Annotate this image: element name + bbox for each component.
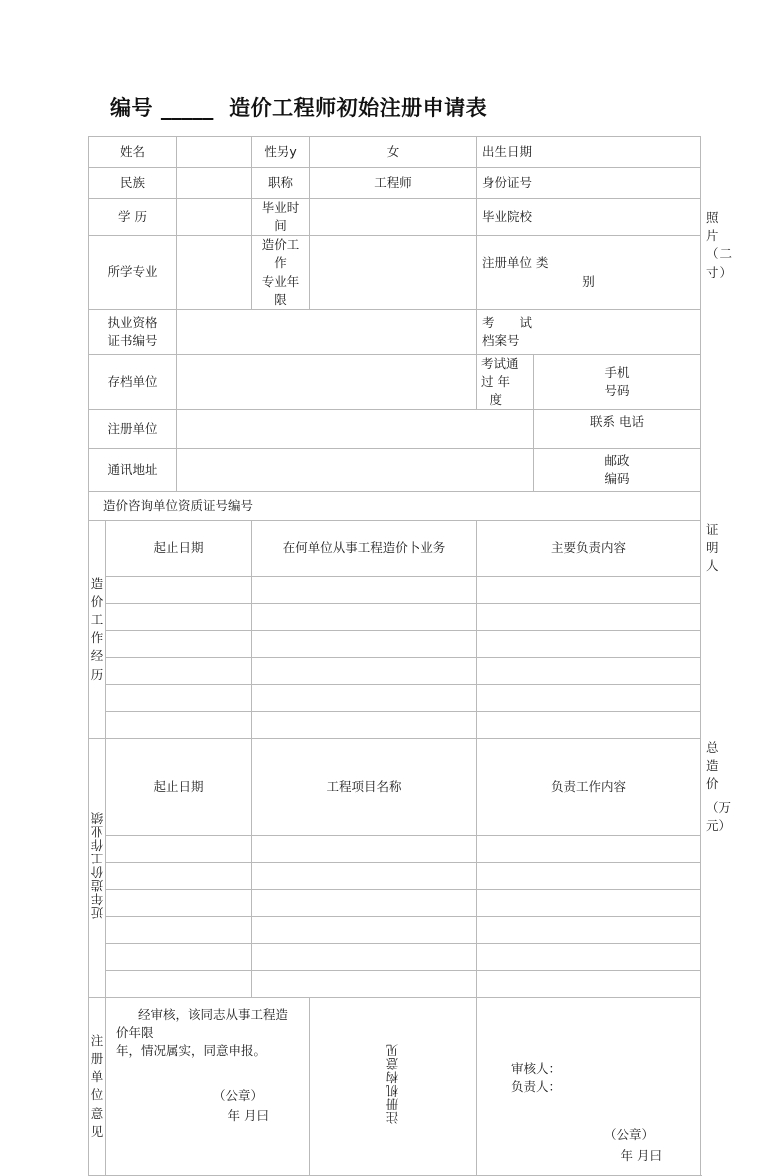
label-postcode-line1: 邮政 [604,453,630,468]
label-archive-unit: 存档单位 [89,354,177,409]
col-header-rp-dates: 起止日期 [106,738,252,836]
label-address: 通讯地址 [89,449,177,492]
field-archive-unit-value[interactable] [177,354,477,409]
col-header-we-unit-business: 在何单位从事工程造价卜业务 [252,521,477,576]
label-mobile [534,354,701,409]
label-mobile-line1: 手机 [604,364,630,380]
cell-we-2-duties[interactable] [477,630,701,657]
side-label-unit-opinion-char-0: 注 [90,1033,104,1048]
label-cert-number [89,309,177,354]
label-exam-pass-year [477,354,534,409]
table-row-major [89,236,701,310]
field-graduation-time-value[interactable] [310,199,477,236]
application-form-table [88,136,734,1176]
unit-opinion-line2: 年，情况属实，同意申报。 [116,1043,267,1059]
label-exam-file-number-line1: 考 试 [482,314,533,330]
label-cost-work-years-line2: 专业年限 [261,273,300,307]
title-number-label: 编号 [110,96,153,120]
table-row-ethnicity [89,168,701,199]
field-ethnicity-value[interactable] [177,168,252,199]
table-row-qualification-number [89,492,701,521]
side-label-work-experience-char-5: 历 [90,666,104,682]
field-major-value[interactable] [177,236,252,310]
opinions-row [89,998,701,1176]
cell-we-1-dates[interactable] [106,603,252,630]
label-school: 毕业院校 [477,199,701,236]
cell-rp-5-project[interactable] [252,971,477,998]
label-exam-pass-year-line2: 度 [489,392,503,407]
label-exam-file-number [477,309,701,354]
cell-we-1-unit[interactable] [252,603,477,630]
field-reg-unit-value[interactable] [177,410,534,449]
cell-rp-2-project[interactable] [252,890,477,917]
cell-rp-5-duties[interactable] [477,971,701,998]
side-label-work-experience-char-3: 作 [90,630,104,646]
label-id-number: 身份证号 [477,168,701,199]
cell-rp-1-duties[interactable] [477,863,701,890]
agency-opinion-seal: （公章） [604,1127,655,1143]
label-reg-unit-type-line2: 别 [582,273,595,289]
work-experience-header-row: 造 价 工 作 经 历 起止日期 在何单位从事工程造价卜业务 主要负责内容 证明人 [89,521,701,576]
cell-we-5-dates[interactable] [106,711,252,738]
cell-rp-0-dates[interactable] [106,836,252,863]
cell-we-3-dates[interactable] [106,657,252,684]
cell-rp-4-dates[interactable] [106,944,252,971]
table-row-we-1 [89,603,701,630]
field-education-value[interactable] [177,199,252,236]
recent-projects-header-row: 近年造价工作业绩 起止日期 工程项目名称 负责工作内容 总造价 （万元） [89,738,701,836]
unit-opinion-line1: 经审核，该同志从事工程造价年限 [116,1007,289,1041]
side-label-unit-opinion-char-2: 单 [90,1069,104,1085]
side-label-unit-opinion-char-3: 位 [90,1087,104,1103]
col-header-rp-duties: 负责工作内容 [477,738,701,836]
label-name: 姓名 [89,137,177,168]
cell-we-2-unit[interactable] [252,630,477,657]
unit-opinion-body[interactable] [106,998,310,1176]
side-label-unit-opinion-char-5: 见 [90,1123,104,1139]
side-label-recent-projects [89,738,106,998]
cell-rp-1-dates[interactable] [106,863,252,890]
table-row-name: 姓名 性另y 女 出生日期 照片 （二寸） [89,137,701,168]
side-label-unit-opinion [89,998,106,1176]
cell-we-5-unit[interactable] [252,711,477,738]
cell-rp-2-dates[interactable] [106,890,252,917]
cell-rp-4-project[interactable] [252,944,477,971]
label-graduation-time: 毕业时间 [252,199,310,236]
cell-rp-3-project[interactable] [252,917,477,944]
label-major: 所学专业 [89,236,177,310]
label-postcode [534,449,701,492]
table-row-rp-5 [89,971,701,998]
table-row-we-4 [89,684,701,711]
cell-rp-4-duties[interactable] [477,944,701,971]
col-header-we-duties: 主要负责内容 [477,521,701,576]
agency-opinion-body[interactable] [477,998,701,1176]
table-row-rp-0 [89,836,701,863]
table-row-address [89,449,701,492]
table-row-reg-unit [89,410,701,449]
label-job-title: 职称 [252,168,310,199]
agency-responsible-label: 负责人： [511,1079,562,1095]
side-label-work-experience-char-2: 工 [90,612,104,628]
col-header-we-dates: 起止日期 [106,521,252,576]
cell-rp-3-dates[interactable] [106,917,252,944]
label-ethnicity: 民族 [89,168,177,199]
cell-rp-0-project[interactable] [252,836,477,863]
cell-rp-2-duties[interactable] [477,890,701,917]
side-label-unit-opinion-char-1: 册 [90,1051,104,1067]
field-address-value[interactable] [177,449,534,492]
label-cost-work-years [252,236,310,310]
cell-we-4-unit[interactable] [252,684,477,711]
cell-we-2-dates[interactable] [106,630,252,657]
cell-we-1-duties[interactable] [477,603,701,630]
cell-rp-3-duties[interactable] [477,917,701,944]
side-label-work-experience-char-4: 经 [90,648,104,664]
table-row-we-5 [89,711,701,738]
field-gender-value[interactable]: 女 [310,137,477,168]
side-label-recent-projects-text: 近年造价工作业绩 [90,811,105,920]
cell-we-0-dates[interactable] [106,576,252,603]
label-qualification-number[interactable]: 造价咨询单位资质证号编号 [89,492,701,521]
side-label-work-experience-char-1: 价 [90,594,104,610]
table-row-rp-4 [89,944,701,971]
agency-reviewer-label: 审核人： [511,1061,562,1077]
table-row-education [89,199,701,236]
table-row-cert-number [89,309,701,354]
field-job-title-value[interactable]: 工程师 [310,168,477,199]
label-gender: 性另y [252,137,310,168]
unit-opinion-seal: （公章） [213,1087,264,1103]
label-exam-pass-year-line1: 考试通过 年 [481,355,519,389]
table-row-archive-unit [89,354,701,409]
label-reg-unit-type [477,236,701,310]
field-name-value[interactable] [177,137,252,168]
cell-we-3-duties[interactable] [477,657,701,684]
side-label-agency-opinion [310,998,477,1176]
field-cert-number-value[interactable] [177,309,477,354]
cell-rp-0-duties[interactable] [477,836,701,863]
cell-we-3-unit[interactable] [252,657,477,684]
cell-we-0-duties[interactable] [477,576,701,603]
table-row-rp-2 [89,890,701,917]
cell-rp-5-dates[interactable] [106,971,252,998]
label-contact-phone: 联系 电话 [534,410,701,449]
agency-opinion-date: 年 月曰 [620,1147,663,1163]
label-mobile-line2: 号码 [604,382,630,398]
label-reg-unit-type-line1: 注册单位 类 [482,255,549,271]
side-label-unit-opinion-char-4: 意 [90,1105,104,1121]
unit-opinion-date: 年 月曰 [227,1107,270,1123]
label-cost-work-years-line1: 造价工作 [261,237,300,271]
label-exam-file-number-line2: 档案号 [482,332,520,348]
title-number-blank: _____ [160,96,214,120]
label-reg-unit: 注册单位 [89,410,177,449]
title-main-text: 造价工程师初始注册申请表 [229,96,488,120]
cell-we-4-dates[interactable] [106,684,252,711]
cell-we-5-duties[interactable] [477,711,701,738]
cell-we-0-unit[interactable] [252,576,477,603]
col-header-rp-project-name: 工程项目名称 [252,738,477,836]
label-education: 学 历 [89,199,177,236]
label-cert-number-line1: 执业资格 [107,314,158,330]
side-label-work-experience-char-0: 造 [90,575,104,591]
label-cert-number-line2: 证书编号 [107,332,158,348]
table-row-rp-3 [89,917,701,944]
label-postcode-line2: 编码 [604,471,630,487]
table-row-rp-1 [89,863,701,890]
page-title [110,92,487,122]
table-row-we-3 [89,657,701,684]
field-cost-work-years-value[interactable] [310,236,477,310]
label-birthdate: 出生日期 [477,137,701,168]
side-label-agency-opinion-text: 注册机构意见 [384,1043,400,1125]
cell-rp-1-project[interactable] [252,863,477,890]
table-row-we-0 [89,576,701,603]
cell-we-4-duties[interactable] [477,684,701,711]
side-label-work-experience [89,521,106,738]
table-row-we-2 [89,630,701,657]
